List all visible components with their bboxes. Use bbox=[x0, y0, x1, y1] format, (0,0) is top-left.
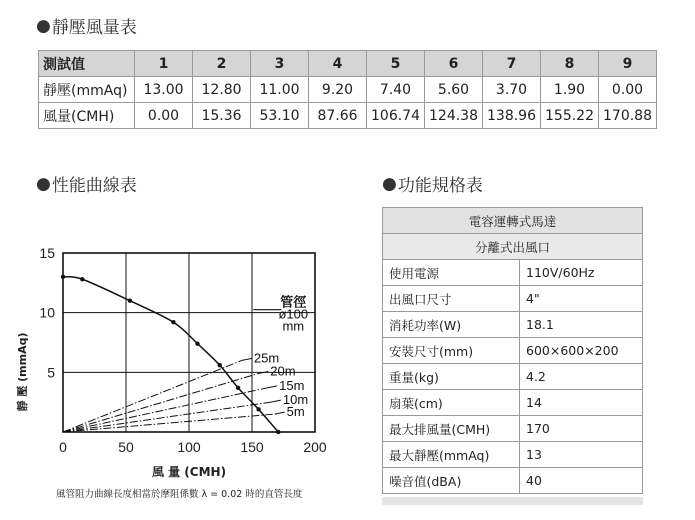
table-header-cell: 9 bbox=[599, 51, 657, 77]
table-header-cell: 4 bbox=[309, 51, 367, 77]
x-tick-label: 100 bbox=[177, 439, 201, 455]
y-tick-label: 5 bbox=[47, 364, 55, 381]
table-cell: 124.38 bbox=[425, 103, 483, 129]
chart-caption: 風管阻力曲線長度相當於摩阻係數 λ = 0.02 時的直管長度 bbox=[56, 489, 303, 500]
specs-title-text: 功能規格表 bbox=[397, 176, 483, 196]
spec-value: 170 bbox=[520, 416, 643, 442]
table-cell: 53.10 bbox=[251, 103, 309, 129]
data-point bbox=[171, 320, 175, 324]
table-cell: 155.22 bbox=[541, 103, 599, 129]
table-cell: 12.80 bbox=[193, 77, 251, 103]
chart-ticks bbox=[39, 245, 326, 455]
table-cell: 1.90 bbox=[541, 77, 599, 103]
table-row bbox=[39, 103, 657, 129]
spec-key: 最大排風量(CMH) bbox=[383, 416, 520, 442]
bullet-dot-icon: ● bbox=[382, 173, 397, 194]
table-cell: 87.66 bbox=[309, 103, 367, 129]
y-axis-label: 靜 壓 (mmAq) bbox=[16, 332, 29, 412]
pipe-diameter-label: 管徑 bbox=[280, 294, 307, 310]
duct-resistance-line bbox=[63, 414, 275, 432]
data-point bbox=[61, 275, 65, 279]
spec-value: 110V/60Hz bbox=[520, 260, 643, 286]
x-tick-label: 200 bbox=[303, 439, 327, 455]
duct-resistance-line bbox=[63, 374, 258, 432]
duct-length-label: 25m bbox=[253, 350, 280, 366]
table-cell: 5.60 bbox=[425, 77, 483, 103]
data-point bbox=[195, 341, 199, 345]
spec-value: 600×600×200 bbox=[520, 338, 643, 364]
duct-label-leader bbox=[242, 358, 252, 360]
data-point bbox=[128, 299, 132, 303]
spec-header-row bbox=[383, 208, 643, 234]
performance-chart bbox=[0, 232, 345, 484]
spec-key: 出風口尺寸 bbox=[383, 286, 520, 312]
table-cell: 138.96 bbox=[483, 103, 541, 129]
table-header-cell: 5 bbox=[367, 51, 425, 77]
data-point bbox=[276, 430, 280, 434]
duct-length-label: 10m bbox=[282, 392, 309, 408]
spec-key: 扇葉(cm) bbox=[383, 390, 520, 416]
static-pressure-title-text: 靜壓風量表 bbox=[51, 18, 137, 38]
spec-key: 消耗功率(W) bbox=[383, 312, 520, 338]
table-header-cell: 3 bbox=[251, 51, 309, 77]
table-row bbox=[383, 468, 643, 494]
spec-value: 13 bbox=[520, 442, 643, 468]
y-tick-label: 10 bbox=[39, 304, 55, 321]
table-header-cell: 7 bbox=[483, 51, 541, 77]
table-cell: 7.40 bbox=[367, 77, 425, 103]
table-cell: 靜壓(mmAq) bbox=[39, 77, 135, 103]
spec-header-motor: 電容運轉式馬達 bbox=[383, 208, 643, 234]
table-cell: 0.00 bbox=[599, 77, 657, 103]
spec-value: 40 bbox=[520, 468, 643, 494]
table-header-cell: 測試值 bbox=[39, 51, 135, 77]
x-tick-label: 150 bbox=[240, 439, 264, 455]
spec-key: 重量(kg) bbox=[383, 364, 520, 390]
x-tick-label: 50 bbox=[118, 439, 134, 455]
duct-length-label: 15m bbox=[279, 377, 305, 393]
table-cell: 13.00 bbox=[135, 77, 193, 103]
pipe-diameter-label: ø100 bbox=[278, 306, 309, 322]
table-header-cell: 2 bbox=[193, 51, 251, 77]
table-header-cell: 8 bbox=[541, 51, 599, 77]
table-row bbox=[383, 286, 643, 312]
spec-key: 噪音值(dBA) bbox=[383, 468, 520, 494]
table-row bbox=[383, 442, 643, 468]
spec-key: 最大靜壓(mmAq) bbox=[383, 442, 520, 468]
bullet-dot-icon: ● bbox=[36, 173, 51, 194]
chart-lines bbox=[61, 275, 285, 435]
pipe-diameter-label: mm bbox=[282, 318, 305, 334]
table-row bbox=[383, 338, 643, 364]
table-cell: 106.74 bbox=[367, 103, 425, 129]
static-pressure-table bbox=[38, 50, 657, 129]
data-point bbox=[218, 363, 222, 367]
table-header-row bbox=[39, 51, 657, 77]
spec-table bbox=[382, 207, 643, 494]
y-tick-label: 15 bbox=[39, 245, 55, 261]
spec-value: 14 bbox=[520, 390, 643, 416]
duct-resistance-line bbox=[63, 360, 242, 432]
table-header-cell: 1 bbox=[135, 51, 193, 77]
performance-title-text: 性能曲線表 bbox=[51, 176, 137, 196]
table-row bbox=[383, 364, 643, 390]
spec-table-footer-bar bbox=[382, 497, 643, 505]
spec-value: 18.1 bbox=[520, 312, 643, 338]
spec-header-outlet: 分離式出風口 bbox=[383, 234, 643, 260]
data-point bbox=[80, 277, 84, 281]
data-point bbox=[236, 386, 240, 390]
table-cell: 風量(CMH) bbox=[39, 103, 135, 129]
x-axis-label: 風 量 (CMH) bbox=[151, 465, 227, 479]
spec-value: 4.2 bbox=[520, 364, 643, 390]
table-cell: 170.88 bbox=[599, 103, 657, 129]
table-row bbox=[383, 416, 643, 442]
table-row bbox=[383, 260, 643, 286]
duct-length-label: 20m bbox=[270, 363, 296, 379]
table-cell: 3.70 bbox=[483, 77, 541, 103]
spec-value: 4" bbox=[520, 286, 643, 312]
table-row bbox=[383, 312, 643, 338]
table-cell: 9.20 bbox=[309, 77, 367, 103]
x-tick-label: 0 bbox=[59, 439, 67, 455]
duct-label-leader bbox=[267, 386, 277, 388]
table-row bbox=[383, 390, 643, 416]
specs-title bbox=[382, 171, 483, 196]
duct-label-leader bbox=[271, 400, 281, 402]
duct-length-label: 5m bbox=[286, 404, 305, 420]
spec-key: 使用電源 bbox=[383, 260, 520, 286]
duct-label-leader bbox=[275, 412, 285, 414]
data-point bbox=[256, 407, 260, 411]
bullet-dot-icon: ● bbox=[36, 15, 51, 36]
spec-key: 安裝尺寸(mm) bbox=[383, 338, 520, 364]
table-header-cell: 6 bbox=[425, 51, 483, 77]
performance-title bbox=[36, 171, 137, 196]
spec-header-row bbox=[383, 234, 643, 260]
table-cell: 15.36 bbox=[193, 103, 251, 129]
static-pressure-title bbox=[36, 13, 137, 38]
table-cell: 0.00 bbox=[135, 103, 193, 129]
duct-resistance-line bbox=[63, 388, 267, 432]
table-cell: 11.00 bbox=[251, 77, 309, 103]
table-row bbox=[39, 77, 657, 103]
